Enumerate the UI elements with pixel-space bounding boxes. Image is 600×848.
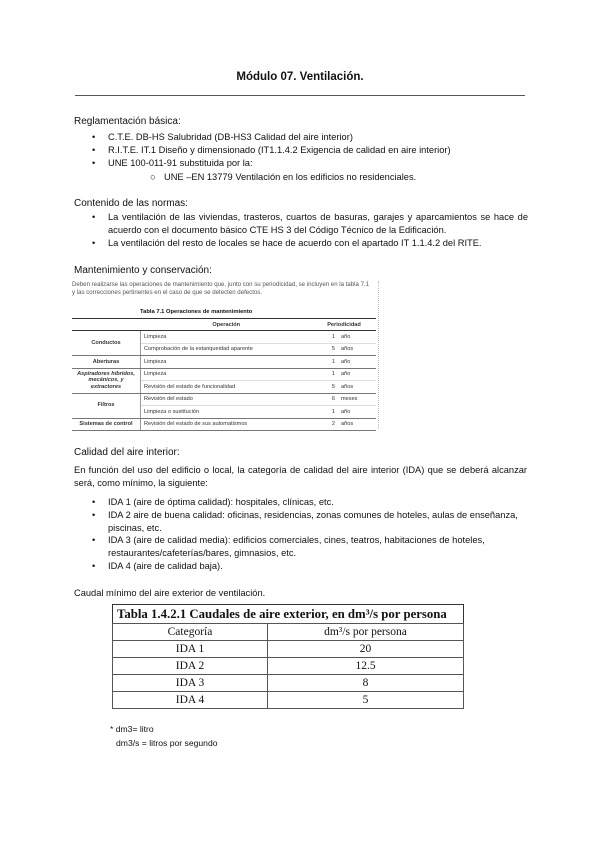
table-cell: Revisión del estado de funcionalidad (141, 381, 313, 394)
table-cell: meses (338, 393, 376, 406)
list-item: • R.I.T.E. IT.1 Diseño y dimensionado (IT1.1.4.2 Exigencia de calidad en aire interior) (92, 144, 451, 157)
table-cell: Revisión del estado (141, 393, 313, 406)
calidad-heading: Calidad del aire interior: (74, 447, 180, 458)
list-item: • La ventilación de las viviendas, trasteros, cuartos de basuras, garajes y aparcamientos se hace de acuerdo con el documento básico CTE HS 3 del Código Técnico de la Edificación. (92, 211, 528, 237)
maintenance-table-caption: Tabla 7.1 Operaciones de mantenimiento (140, 309, 253, 315)
table-cell: 20 (268, 641, 464, 658)
table-category: Sistemas de control (72, 418, 141, 431)
reglamentacion-list (92, 131, 451, 169)
table-cell: 5 (312, 343, 338, 356)
table-cell: años (338, 418, 376, 431)
table-category: Aberturas (72, 356, 141, 369)
caudales-table-wrap (112, 604, 464, 714)
title-divider (75, 95, 525, 96)
maintenance-table (72, 318, 376, 431)
contenido-heading: Contenido de las normas: (74, 198, 188, 209)
table-cell: Comprobación de la estanqueidad aparente (141, 343, 313, 356)
table-cell: año (338, 356, 376, 369)
table-cell: 1 (312, 356, 338, 369)
contenido-list (92, 211, 528, 249)
calidad-list (92, 496, 528, 573)
calidad-paragraph: En función del uso del edificio o local, la categoría de calidad del aire interior (IDA) que se deberá alcanzar será, como mínimo, la siguiente: (74, 465, 527, 488)
mantenimiento-heading: Mantenimiento y conservación: (74, 265, 212, 276)
table-cell: 1 (312, 368, 338, 381)
table-cell: año (338, 406, 376, 419)
caudales-table (112, 623, 464, 709)
table-row (113, 675, 464, 692)
table-cell: 5 (268, 692, 464, 709)
maintenance-table-excerpt (72, 281, 379, 429)
reglamentacion-subitem (150, 172, 416, 182)
table-header: dm³/s por persona (268, 624, 464, 641)
table-header: Operación (141, 319, 313, 331)
table-cell: IDA 4 (113, 692, 268, 709)
table-cell: Limpieza (141, 331, 313, 344)
list-item: • UNE 100-011-91 substituida por la: (92, 157, 451, 170)
table-row (113, 641, 464, 658)
caudal-heading: Caudal mínimo del aire exterior de ventilación. (74, 588, 266, 598)
table-cell: Limpieza (141, 368, 313, 381)
table-cell: 1 (312, 331, 338, 344)
table-row (113, 658, 464, 675)
table-header: Categoría (113, 624, 268, 641)
table-cell: 12.5 (268, 658, 464, 675)
reglamentacion-heading: Reglamentación básica: (74, 116, 181, 127)
table-cell: IDA 2 (113, 658, 268, 675)
table-cell: 6 (312, 393, 338, 406)
unit-note: dm3/s = litros por segundo (116, 738, 218, 748)
maintenance-intro: Deben realizarse las operaciones de mantenimiento que, junto con su periodicidad, se incluyen en la tabla 7.1 y las correcciones pertinentes en el caso de que se detecten defectos. (72, 281, 370, 296)
table-cell: 1 (312, 406, 338, 419)
list-item: • C.T.E. DB-HS Salubridad (DB-HS3 Calidad del aire interior) (92, 131, 451, 144)
table-cell: año (338, 368, 376, 381)
page-title: Módulo 07. Ventilación. (236, 71, 364, 83)
list-item: • IDA 3 (aire de calidad media): edificios comerciales, cines, teatros, habitaciones de hoteles, restaurantes/cafeterías/bares, gimnasios, etc. (92, 534, 528, 560)
table-cell: año (338, 331, 376, 344)
table-category: Filtros (72, 393, 141, 418)
table-cell: 5 (312, 381, 338, 394)
table-cell: IDA 3 (113, 675, 268, 692)
table-cell: años (338, 343, 376, 356)
subitem-text: UNE –EN 13779 Ventilación en los edificios no residenciales. (164, 172, 417, 182)
table-category: Conductos (72, 331, 141, 356)
table-cell: Limpieza (141, 356, 313, 369)
table-cell: 2 (312, 418, 338, 431)
table-cell: IDA 1 (113, 641, 268, 658)
caudales-table-caption: Tabla 1.4.2.1 Caudales de aire exterior, en dm³/s por persona (112, 604, 464, 623)
list-item: • La ventilación del resto de locales se hace de acuerdo con el apartado IT 1.1.4.2 del RITE. (92, 237, 528, 250)
table-cell: 8 (268, 675, 464, 692)
circle-bullet-icon: ○ (150, 172, 156, 182)
table-header (72, 319, 141, 331)
unit-note: * dm3= litro (110, 724, 154, 734)
table-row (113, 692, 464, 709)
table-header: Periodicidad (312, 319, 376, 331)
list-item: • IDA 2 aire de buena calidad: oficinas, residencias, zonas comunes de hoteles, aulas de enseñanza, piscinas, etc. (92, 509, 528, 535)
table-cell: años (338, 381, 376, 394)
list-item: • IDA 1 (aire de óptima calidad): hospitales, clínicas, etc. (92, 496, 528, 509)
table-category: Aspiradores híbridos, mecánicos, y extractores (72, 368, 141, 393)
table-cell: Revisión del estado de sus automatismos (141, 418, 313, 431)
table-cell: Limpieza o sustitución (141, 406, 313, 419)
list-item: • IDA 4 (aire de calidad baja). (92, 560, 528, 573)
